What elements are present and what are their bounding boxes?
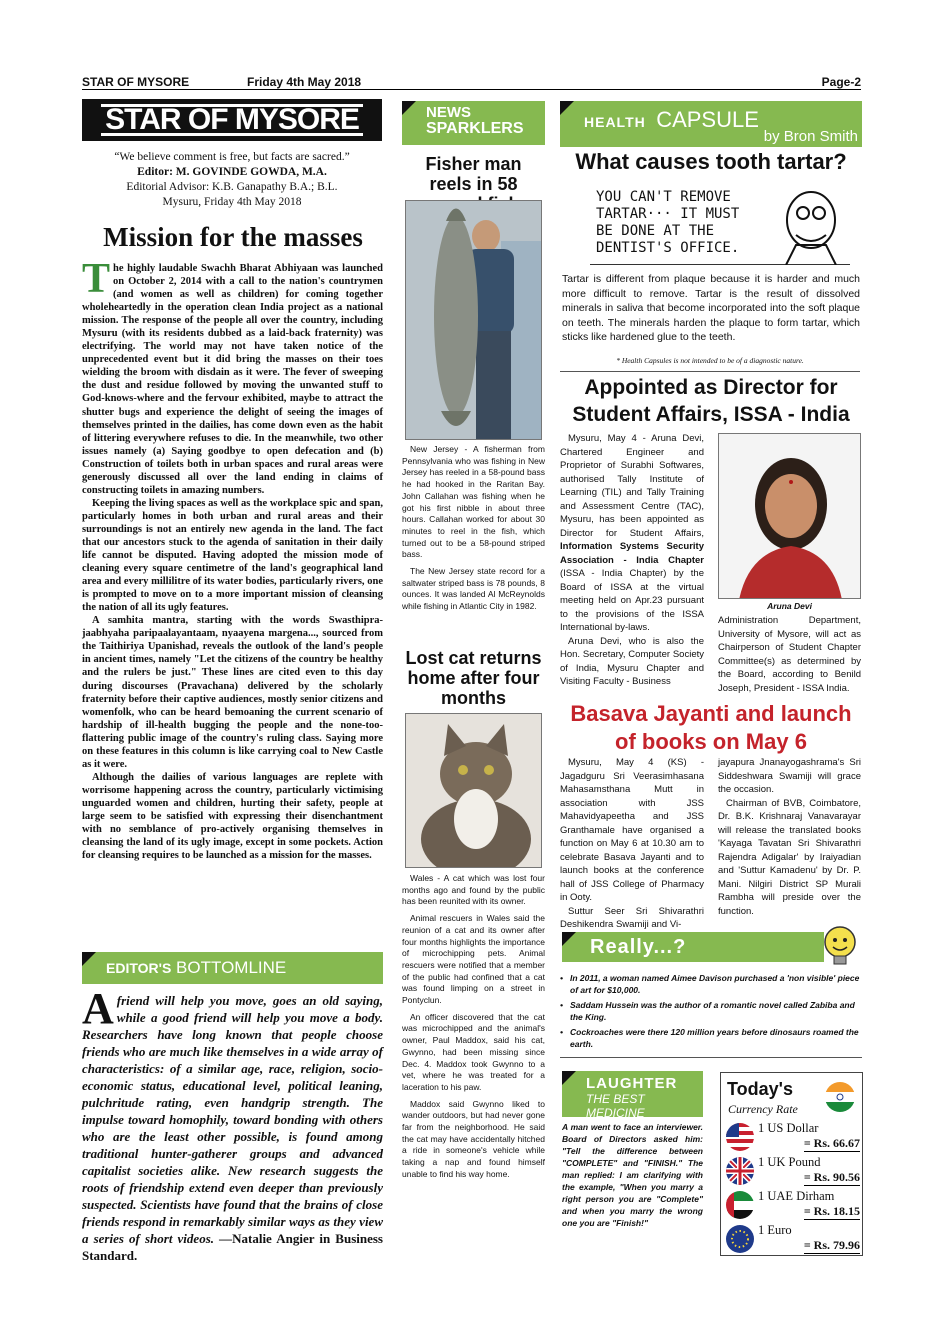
bottomline-banner: [82, 952, 383, 984]
cartoon-line: TARTAR··· IT MUST: [596, 206, 740, 222]
bottomline-label-a: EDITOR'S: [106, 960, 172, 976]
currency-row-usd: [726, 1121, 860, 1155]
editorial-p1: he highly laudable Swachh Bharat Abhiyaan was launched on October 2, 2014 with a call to the nation's countrymen (and women as well as children) for coming together wholeheartedly in the operation clean India project as a national mission. The response of the people all over the country, including Mysuru (with its residents dubbed as a laid-back fraternity) was electrifying. The world may not have taken notice of the unprecedented event but it did bring the masses on their toes wielding the broom with disdain as it were. The fever of sweeping the dust and residue followed by moving the unwanted stuff to God-knows-where and the fervour exhibited, maybe to attract the shutter bugs and experience the delight of seeing the images of themselves printed in the dailies, has come down even as the habit of littering everywhere refuses to die. In the meanwhile, two other issues namely (a) Saying goodbye to open defecation and (b) Construction of toilets both in urban spaces and rural areas were generously discussed all over the land ending in claims of constructing toilets in amazing numbers.: [82, 263, 383, 496]
really-banner: [562, 932, 824, 962]
fish-p1: New Jersey - A fisherman from Pennsylvania who was fishing in New Jersey has reeled in a 58-pound bass he had hooked in the Raritan Bay. John Callahan was fishing when he got his first nibble in about three hours. Callahan worked for about 30 minutes to reel in the fish, which turned out to be a 58-pound striped bass.: [402, 444, 545, 560]
dropcap: A: [82, 984, 114, 1033]
editorial-p4: Although the dailies of various languages are replete with worrisome happening across the country, particularly victimising unguarded women and children, hurting their safety, people at large seem to be satisfied with expressing their disenchantment with no semblance of pro-actively organising themselves in cleansing the land of its ugly image, except in some pockets. Action for cleansing requires to be launched as a mission for the masses.: [82, 771, 383, 862]
masthead-logo: [82, 99, 382, 141]
appointed-bold: Information Systems Security Association - India Chapter: [560, 541, 704, 566]
dentist-drawing-icon: [766, 185, 846, 265]
masthead-name: STAR OF MYSORE: [101, 104, 363, 136]
page-header: [82, 74, 861, 90]
facts-list: [560, 972, 862, 1058]
news-label-b: SPARKLERS: [426, 120, 524, 137]
laughter-banner: [562, 1071, 703, 1120]
appointed-col1: [560, 432, 704, 689]
basava-title: Basava Jayanti and launch of books on May 6: [570, 701, 852, 754]
corner-mark: [562, 932, 576, 946]
fact-item: • Cockroaches were there 120 million years before dinosaurs roamed the earth.: [560, 1026, 862, 1050]
cat-p2: Animal rescuers in Wales said the reunion of a cat and its owner after four months highlights the importance of microchipping pets. Animal rescuers were notified that a member of the public had confined that a cat was found limping on a street in Pontyclun.: [402, 913, 545, 1006]
basava-col1: [560, 756, 704, 932]
health-capsule-banner: [560, 101, 862, 147]
currency-subtitle: Currency Rate: [728, 1102, 798, 1116]
currency-row-aed: [726, 1189, 860, 1223]
appointed-p1: Mysuru, May 4 - Aruna Devi, Chartered Engineer and Proprietor of Surabhi Softwares, authorised Tally Institute of Learning (TIL) and Tally Training and Assessment Centre (TAC), Mysuru, has been appointed as Director for Student Affairs,: [560, 433, 704, 539]
bottomline-source: Natalie Angier in Business Standard.: [82, 1231, 383, 1263]
basava-p1: Mysuru, May 4 (KS) - Jagadguru Sri Veerasimhasana Mahasamsthana Mutt in association with JSS Mahavidyapeetha and JSS Granthamale have organised a function on May 6 at 10.30 am to celebrate Basava Jayanti and to launch books at the conference hall of JSS College of Pharmacy in Ooty.: [560, 757, 704, 903]
health-byline: by Bron Smith: [763, 128, 858, 145]
editorial-body: [82, 256, 383, 862]
laughter-joke: A man went to face an interviewer. Board of Directors asked him: "Tell the difference between "COMPLETE" and "FINISH." The man replied: I am clarifying with the example, "When you marry a right person you are "Complete" and when you marry the wrong one you are "Finish!": [562, 1122, 703, 1228]
cartoon-line: DENTIST'S OFFICE.: [596, 240, 740, 256]
dropcap: T: [82, 256, 111, 302]
dateline: Mysuru, Friday 4th May 2018: [162, 196, 302, 208]
currency-name: 1 UAE Dirham: [758, 1189, 835, 1203]
tartar-cartoon: [590, 183, 850, 265]
cat-p4: Maddox said Gwynno liked to wander outdoors, but had never gone far from the neighborhood. He said the cat may have accidentally hitched a ride in someone's vehicle while taking a nap and found himself unable to find his way home.: [402, 1098, 545, 1179]
basava-p3: jayapura Jnanayogashrama's Sri Siddeshwara Swamiji will grace the occasion.: [718, 757, 861, 795]
cartoon-line: BE DONE AT THE: [596, 223, 715, 239]
fact-item: • In 2011, a woman named Aimee Davison purchased a 'non visible' piece of art for $10,000.: [560, 972, 862, 996]
currency-name: 1 Euro: [758, 1223, 792, 1237]
advisor-name: Editorial Advisor: K.B. Ganapathy B.A.; B.L.: [126, 181, 338, 193]
fish-story: [402, 444, 545, 618]
currency-title: Today's: [727, 1079, 793, 1099]
health-disclaimer: * Health Capsules is not intended to be of a diagnostic nature.: [560, 356, 860, 372]
currency-row-gbp: [726, 1155, 860, 1189]
really-label: Really...?: [590, 936, 687, 958]
corner-mark: [402, 101, 416, 115]
laughter-label-a: LAUGHTER: [586, 1075, 678, 1092]
cartoon-line: YOU CAN'T REMOVE: [596, 189, 731, 205]
appointed-col2: Administration Department, University of Mysore, will act as Chairperson of Student Chapter Committee(s) as determined by the Board, according to Benild Joseph, President - ISSA India.: [718, 615, 861, 694]
eu-flag-icon: [726, 1225, 754, 1253]
corner-mark: [82, 952, 96, 966]
editorial-p2: Keeping the living spaces as well as the workplace spic and span, particularly homes in both urban and rural areas and their surroundings is not an entirely new agenda in the land. The fact that our ancestors stuck to the agenda of sanitation in their daily life cannot be disputed. Having adopted the mission mode of cleaning every square centimetre of the land's geographical land area and every millilitre of its water bodies, particularly rivers, one is prompted to move on to a more important mission of cleansing the nation of all its ugly features.: [82, 497, 383, 614]
currency-box: [720, 1072, 863, 1256]
currency-name: 1 US Dollar: [758, 1121, 819, 1135]
fish-p2: The New Jersey state record for a saltwater striped bass is 78 pounds, 8 ounces. It was landed Al McReynolds while fishing in Atlantic City in 1982.: [402, 566, 545, 612]
masthead-info: [82, 150, 382, 210]
health-label-b: CAPSULE: [656, 107, 759, 132]
corner-mark: [560, 101, 574, 115]
laughter-label-b: THE BEST MEDICINE: [586, 1092, 645, 1120]
editorial-title: Mission for the masses: [103, 222, 363, 252]
appointed-title: Appointed as Director for Student Affairs, ISSA - India: [572, 376, 850, 426]
header-publication: STAR OF MYSORE: [82, 75, 190, 89]
currency-name: 1 UK Pound: [758, 1155, 821, 1169]
basava-p2: Suttur Seer Sri Shivarathri Deshikendra Swamiji and Vi-: [560, 905, 704, 930]
header-date: Friday 4th May 2018: [247, 75, 362, 89]
uk-flag-icon: [726, 1157, 754, 1185]
photo-caption: Aruna Devi: [767, 601, 812, 611]
editor-name: Editor: M. GOVINDE GOWDA, M.A.: [137, 166, 327, 178]
bottomline-text: [82, 984, 383, 1264]
cat-p1: Wales - A cat which was lost four months ago and found by the public has been reunited with its owner.: [402, 873, 545, 907]
cat-story: [402, 873, 545, 1186]
fish-photo: [405, 200, 542, 440]
fish-title: Fisher man reels in 58: [425, 154, 522, 194]
fact-item: • Saddam Hussein was the author of a romantic novel called Zabiba and the King.: [560, 999, 862, 1023]
health-label-a: HEALTH: [584, 114, 646, 130]
appointed-p2: Aruna Devi, who is also the Hon. Secretary, Computer Society of India, Mysuru Chapter and Visiting Faculty - Business: [560, 635, 704, 687]
basava-p4: Chairman of BVB, Coimbatore, Dr. B.K. Krishnaraj Vanavarayar will release the translated books 'Kayaga Tavatan Sri Shivarathri Rajendra Adigalar' by Iraiyadian and 'Suttur Kamadenu' by Dr. P. Mani. Nilgiri District SP Murali Rambha will preside over the function.: [718, 797, 861, 917]
currency-value: = Rs. 18.15: [803, 1204, 860, 1218]
currency-value: = Rs. 66.67: [803, 1136, 860, 1150]
news-sparklers-banner: [402, 101, 545, 145]
bottomline-body: friend will help you move, goes an old saying, while a good friend will help you move a body. Researchers have long known that people choose friends who are much like themselves in a wide array of characteristics: of a similar age, race, religion, socio-economic status, educational level, political leaning, pulchritude rating, even handgrip strength. The impulse toward homophily, toward bonding with others who are the least other possible, is found among traditional hunter-gatherer groups and advanced capitalist societies alike. New research suggests the roots of friendship extend even deeper than previously suspected. Scientists have found that the brains of close friends respond in remarkably similar ways as they view a series of short videos. —: [82, 993, 383, 1246]
basava-col2: [718, 756, 861, 918]
news-label-a: NEWS: [426, 104, 471, 121]
currency-value: = Rs. 90.56: [803, 1170, 860, 1184]
bottomline-label-b: BOTTOMLINE: [176, 958, 287, 977]
corner-mark: [562, 1071, 576, 1085]
india-flag-icon: [824, 1081, 856, 1113]
uae-flag-icon: [726, 1191, 754, 1219]
currency-row-eur: [726, 1223, 860, 1257]
header-page: Page-2: [821, 75, 861, 89]
cat-photo: [405, 713, 542, 868]
motto: “We believe comment is free, but facts are sacred.”: [114, 151, 350, 163]
currency-value: = Rs. 79.96: [803, 1238, 860, 1252]
cat-p3: An officer discovered that the cat was microchipped and the animal's owner, Paul Maddox, said his cat, Gwynno, had been missing since Dec. 4. Maddox took Gwynno to a vet, where he was treated for a laceration to his paw.: [402, 1011, 545, 1092]
health-text: Tartar is different from plaque because it is harder and much more difficult to remove. Tartar is the result of dissolved minerals in saliva that become incorporated into the soft plaque on teeth. The minerals harden the plaque to form tartar, which sticks like hardened glue to the teeth.: [562, 273, 860, 343]
cat-title: Lost cat returns home after four months: [405, 648, 542, 708]
health-title: What causes tooth tartar?: [575, 149, 847, 174]
us-flag-icon: [726, 1123, 754, 1151]
lightbulb-icon: [818, 922, 862, 970]
aruna-photo: [718, 433, 861, 599]
editorial-p3: A samhita mantra, starting with the words Swasthipra-jaabhyaha paripaalayantaam, nyaayena margena..., sourced from the Taithiriya Upanishad, reveals the outlook of the land's people in ancient times, namely "Let the citizens of the country be healthy and the rulers be just." These lines are cited even to this day during discourses (Pravachana) delivered by the scholarly fraternity before their captive audiences, mostly senior citizens and womenfolk, who can be heard bemoaning the current scenario of hardship of ill-health bugging the people and the none-too-flattering public image of the country's ruling class. Saying more on these features in this column is like carrying coal to New Castle as it were.: [82, 615, 383, 770]
appointed-p1b: (ISSA - India Chapter) by the Board of ISSA at the virtual meeting held on Apr.23 pursuant to the provisions of the ISSA International by-laws.: [560, 568, 704, 633]
